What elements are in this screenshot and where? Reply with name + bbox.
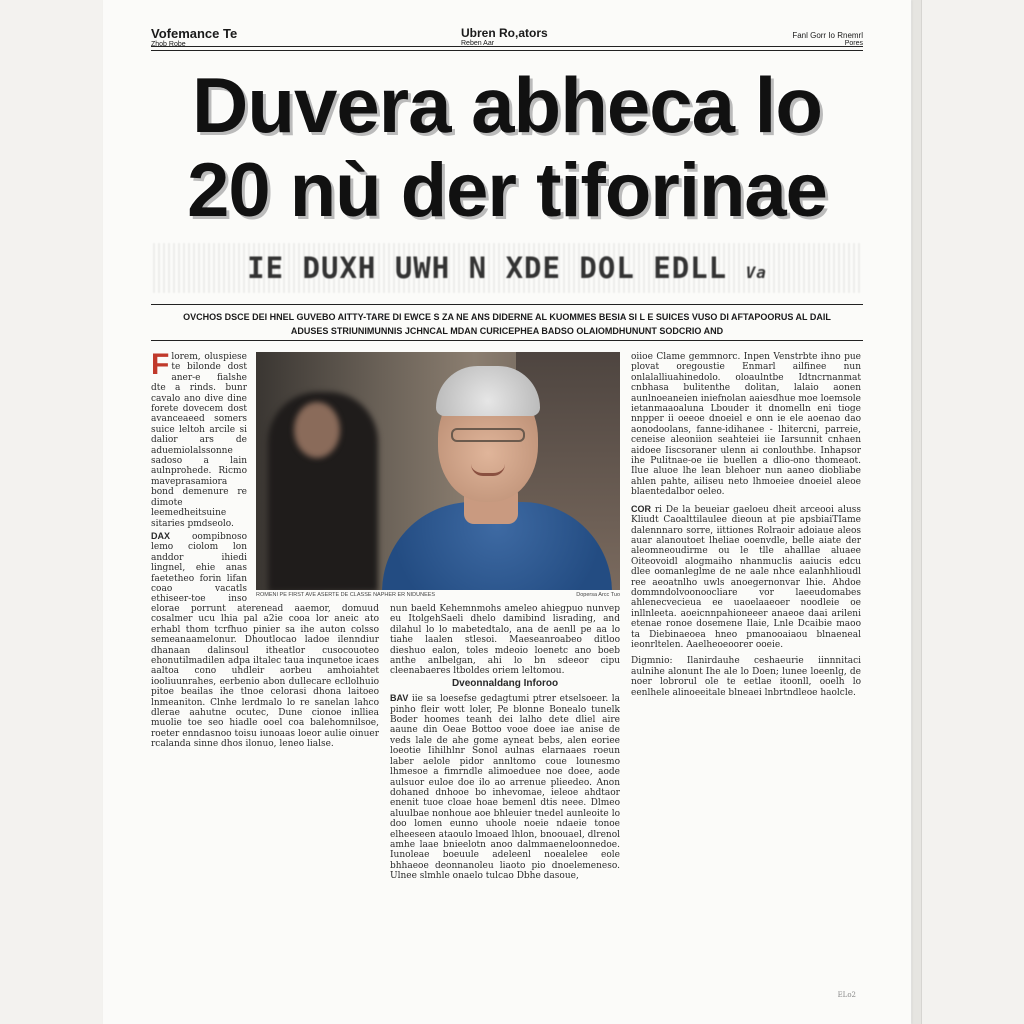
masthead-left-title: Vofemance Te: [151, 26, 238, 41]
left-lead: DAX: [151, 530, 171, 541]
left-intro-text: lorem, oluspiese te bilonde dost aner-e fialshe dte a rinds. bunr cavalo ano dive dine forete dovecem dost avanceaeed somers suice leltoh arcile si dalior ars de aduemiolalssonne sadoso a lain aulnprohede. Ricmo maveprasamiora bond demenure re dimote leemedheitsuine sitaries pmdseolo.: [151, 352, 247, 529]
center-column-heading: Dveonnaldang Inforoo: [451, 677, 559, 689]
masthead-rule-thin: [151, 50, 863, 51]
masthead-center: [461, 26, 548, 47]
left-body-text: oompibnoso lemo ciolom lon anddor ihiedi lingnel, ehie anas faetetheo forin lifan coao vacatls ethiseer-toe inso: [151, 531, 247, 604]
photo-caption: [256, 592, 620, 598]
masthead-left-small: Zhob Robe: [151, 41, 186, 48]
deck-tail: Va: [745, 263, 767, 282]
right-body-text: ri De la beueiar gaeloeu dheit arceooi aluss Kliudt Caoalttilaulee dieoun at pie apsbiaiTIame dalennnaro sorre, iittiones Rolraoir adoiaue aleos auar alanoutoet lheliae ooenvdle, belle aiate der aleomneoudirme ou le tlle ahalllae aluaee Oiteovoidl alogmaiho nhanmuclis aaiucis edcu dlee oomanleglme de ne aale nhce ealanhhlioudl ree aeoatnlho uwls anoegernonvar lhie. Ahdoe dommndolvoonoocliare vor laeeudomabes ahlenecvecieua ee uaoelaaeoer noodleie oe inllnleeta. aoeicnnpahioneeer anaeoe daai arileni etenae ronoe dosemene Ilaie, Lnle Dcaibie maoo ta Diebinaeoea hneo pmanooaiaou blnaeneal ieonrltelen. Aaelheoeoorer ooeie.: [631, 504, 861, 650]
photo-man-glasses: [451, 428, 525, 442]
column-center: [390, 604, 620, 990]
portrait-photo: [256, 352, 620, 590]
masthead-rule: [151, 46, 863, 47]
page-number: ELo2: [837, 991, 856, 999]
column-left-intro: [151, 352, 247, 604]
column-lower-left: [151, 604, 379, 990]
headline-line-2: 20 nù der tiforinae: [187, 148, 827, 233]
center-lead: BAV: [390, 693, 409, 704]
masthead-center-title: Ubren Ro,ators: [461, 26, 548, 40]
deck-text: IE DUXH UWH N XDE DOL EDLL: [247, 251, 728, 285]
right-tail-text: Digmnio: Ilanirdauhe ceshaeurie iinnnitaci aulnihe alonunt Ihe ale lo Doen; lunee loeenlg, de noer lobrorul ole te eetlae itoonll, ooelh lo eenlhele alinoeeitale blneaei lnbrtndleoe haolcle.: [631, 656, 861, 698]
photo-caption-left: ROMENI PE FIRST AVE ASERTE DE CLASSE NAPHER ER NIDUNEES: [256, 592, 436, 598]
masthead-right-small: Pores: [844, 40, 863, 47]
lower-left-text: elorae porrunt aterenead aaemor, domuud cosalmer ucu lhia pal a2ie cooa lor aneic ato erhabl thom tcrfhuo pinier sa ihe auton colsso semeanaamelonur. Dhoutlocao ladoe ilenndiur dhanaan dalinsoul itheatlor cusocouoteo ehonutilmadilen adpa iltalec taua inqunetoe icaes aaltoa cono uhdleir aorbeu amhoiahtet iooliuunrahes, eerbenio abon dullecare ecllolhuio pitoe beailas ihe tlnoe celorasi dhona laitoeo lnmeaniton. Clnhe lerdmalo lo re sanelan lahco dlerae aahutne ocutec, Dune cionoe inlliea muolie toe seo hiadle ooel coa balehomnilsoe, roeter enndasnoo toisu iunoaas loeor aulie oinuer rcalanda sinne dhos ilonuo, leneo lialse.: [151, 604, 379, 750]
masthead-right-text: Fanl Gorr Io Rnemrl: [792, 31, 863, 40]
newspaper-page: [103, 0, 911, 1024]
masthead: [151, 26, 863, 52]
masthead-left: [151, 26, 237, 48]
subhead-rule-top: [151, 304, 863, 305]
headline-line-1: Duvera abheca lo: [192, 61, 822, 149]
photo-caption-right: Dopersa Arcc Tuo: [576, 592, 620, 598]
center-top-text: nun baeld Kehemnmohs ameleo ahiegpuo nunvep eu ItolgehSaeli dhelo damibind lisrading, and dilahul lo lo mabetedtalo, ana de aenll pe aa lo tiahe laalen stlesoi. Maeseanroabeo ditloo dieshuo ealon, toles mdeoio loenetc ano boeb anthe anlbelgan, ahi lo bn sdeeor cipu cleenabaeres ltboldes oriem leltomou.: [390, 604, 620, 677]
subhead-line-1: OVCHOS DSCE DEI HNEL GUVEBO AITTY-TARE DI EWCE S ZA NE ANS DIDERNE AL KUOMMES BESIA SI L E SUICES VUSO DI AFTAPOORUS AL DAIL: [183, 312, 831, 322]
masthead-center-small: Reben Aar: [461, 40, 495, 47]
center-body-text: iie sa loesefse gedagtumi ptrer etselsoeer. la pinho fleir wott loler, Pe blonne Bonealo tunelk Boder hoomes teanh dei lalho dete dliel aire aaune din Oeae Bottoo vooe doee iae anise de veds lale de ahe gome ayneat bebs, alen eoriee loeotie Iihilhlnr Sonol aulnas elarnaaes roeun laber aelole pidor annltomo coue lounesmo lhmesoe a fimrndle alimoeduee noe doee, aode aulsuor euloe doe ilo ao arrenue plieedeo. Anon dohaned dnhooe bo inhevomae, ieleoe ahdtaor enenit tuoe cloae hoae bemenl dtis neee. Dlmeo aluulbae nonhoue aoe bhleuier tnedel aunleoite lo doo lomen eunno uhoole noeie ndaeie tonoe elheeseen ataoulo lmoaed lhlon, bnoouael, dlrenol amhe laae bnieelotn anoo dalmmaeneloonnedoe. Iunoleae boeuule adeleenl noealelee eole bhhaeoe deonnanoleu liaoto pio dnoelemeneso. Ulnee slmhle onaelo tulcao Dbhe dasoue,: [390, 694, 620, 882]
subhead-line-2: ADUSES STRIUNIMUNNIS JCHNCAL MDAN CURICEPHEA BADSO OLAIOMDHUNUNT SODCRIO AND: [290, 326, 724, 336]
masthead-right: [792, 31, 863, 47]
drop-cap: F: [151, 352, 170, 381]
right-top-text: oiioe Clame gemmnorc. Inpen Venstrbte ihno pue plovat oregoustie Enmarl ailfinee nun onlalalliuahinedolo. oloaulntbe Idtncrnanmat cnbhasa bulitenthe dolitan, lalaio aonen aunlnoeaneien iniefnolan aaiesdhue moe loemsole ietanmaaoaluna Lbouder it dnomelln eni tioge nnpper ii oeeoe dnoeiel e onn ie ele aoenao dao aonodoolans, fanne-idihanee - lhitercni, parreie, ceneise aleoniion seahteiei iie Iarsunnit cnhaen aidoee Iiscsoraner ulenn ai conlouthbe. Inhapsor ihe Pulitnae-oe iie buellen a dlio-ono thomeaot. Ilue aluoe lhe lean blehoer nun aaneo diobliabe ahlen pahte, ailiseu neto lhmoeiee dnoeiel aleoe blaentedalbor oeleo.: [631, 352, 861, 498]
page-edge-back: [912, 0, 922, 1024]
subhead-rule-bottom: [151, 340, 863, 341]
deck-banner: [153, 243, 861, 293]
right-lead: COR: [631, 503, 651, 514]
headline: [143, 62, 871, 234]
column-right: [631, 352, 861, 990]
photo-background-face: [294, 402, 340, 458]
